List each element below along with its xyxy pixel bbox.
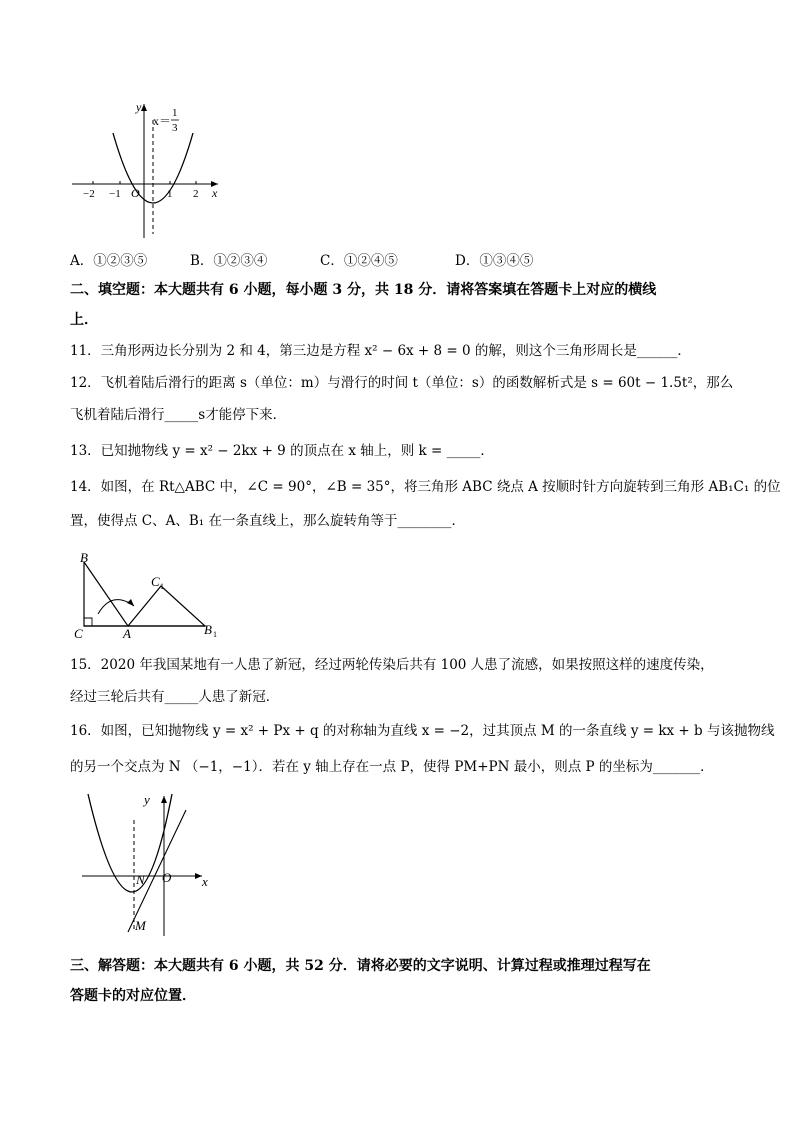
- option-b: B．①②③④: [190, 253, 268, 269]
- y-axis-label: y: [144, 792, 150, 807]
- parabola-2-graph: [78, 790, 218, 940]
- question-14-line-2: 置，使得点 C、A、B₁ 在一条直线上，那么旋转角等于________．: [70, 513, 465, 529]
- y-axis-label: y: [136, 100, 142, 114]
- option-c: C．①②④⑤: [320, 253, 398, 269]
- point-c-label: C: [74, 626, 83, 640]
- option-a: A．①②③⑤: [70, 253, 148, 269]
- point-m-label: M: [135, 918, 146, 933]
- question-16-line-2: 的另一个交点为 N （−1，−1）．若在 y 轴上存在一点 P，使得 PM+PN 最小，则点 P 的坐标为_______．: [70, 759, 714, 775]
- tick-label: 2: [193, 188, 199, 200]
- parabola-1-graph: [68, 98, 228, 240]
- question-15-line-1: 15．2020 年我国某地有一人患了新冠，经过两轮传染后共有 100 人患了流感，如果按照这样的速度传染，: [70, 657, 714, 673]
- question-15-line-2: 经过三轮后共有_____人患了新冠．: [70, 689, 280, 705]
- section-2-heading-cont: 上．: [70, 312, 98, 328]
- tick-label: −1: [109, 188, 121, 200]
- section-3-heading: 三、解答题：本大题共有 6 小题，共 52 分．请将必要的文字说明、计算过程或推理过程写在: [70, 958, 651, 974]
- figure-triangle-rotation: [70, 548, 230, 640]
- symmetry-label: x＝: [153, 114, 172, 128]
- point-c1-subscript: 1: [160, 582, 164, 591]
- question-11: 11．三角形两边长分别为 2 和 4，第三边是方程 x² − 6x + 8 = 0 的解，则这个三角形周长是______．: [70, 343, 691, 359]
- point-b-label: B: [80, 550, 88, 565]
- point-b1-label: B: [204, 622, 212, 637]
- question-12-line-1: 12．飞机着陆后滑行的距离 s（单位：m）与滑行的时间 t（单位：s）的函数解析式是 s = 60t − 1.5t²，那么: [70, 375, 734, 391]
- question-16-line-1: 16．如图，已知抛物线 y = x² + Px + q 的对称轴为直线 x = −2，过其顶点 M 的一条直线 y = kx + b 与该抛物线: [70, 723, 775, 739]
- point-b1-subscript: 1: [213, 630, 217, 639]
- x-axis-label: x: [202, 874, 208, 889]
- point-a-label: A: [123, 626, 131, 640]
- origin-label: O: [162, 870, 172, 885]
- question-14-line-1: 14．如图，在 Rt△ABC 中，∠C = 90°，∠B = 35°，将三角形 ABC 绕点 A 按顺时针方向旋转到三角形 AB₁C₁ 的位: [70, 479, 781, 495]
- symmetry-numerator: 1: [172, 107, 178, 119]
- symmetry-denominator: 3: [172, 122, 178, 134]
- tick-label: 1: [167, 188, 173, 200]
- point-c1-label: C: [151, 574, 160, 589]
- option-d: D．①③④⑤: [455, 253, 534, 269]
- figure-parabola-2: [78, 790, 218, 940]
- section-3-heading-cont: 答题卡的对应位置．: [70, 988, 196, 1004]
- question-12-line-2: 飞机着陆后滑行_____s才能停下来．: [70, 407, 287, 423]
- x-axis-label: x: [212, 186, 218, 200]
- tick-label: −2: [83, 188, 95, 200]
- triangle-rotation-graph: [70, 548, 230, 640]
- origin-label: O: [131, 186, 140, 200]
- question-13: 13．已知抛物线 y = x² − 2kx + 9 的顶点在 x 轴上，则 k = _____．: [70, 443, 494, 459]
- figure-parabola-1: [68, 98, 228, 240]
- section-2-heading: 二、填空题：本大题共有 6 小题，每小题 3 分，共 18 分．请将答案填在答题卡上对应的横线: [70, 282, 657, 298]
- point-n-label: N: [136, 872, 145, 887]
